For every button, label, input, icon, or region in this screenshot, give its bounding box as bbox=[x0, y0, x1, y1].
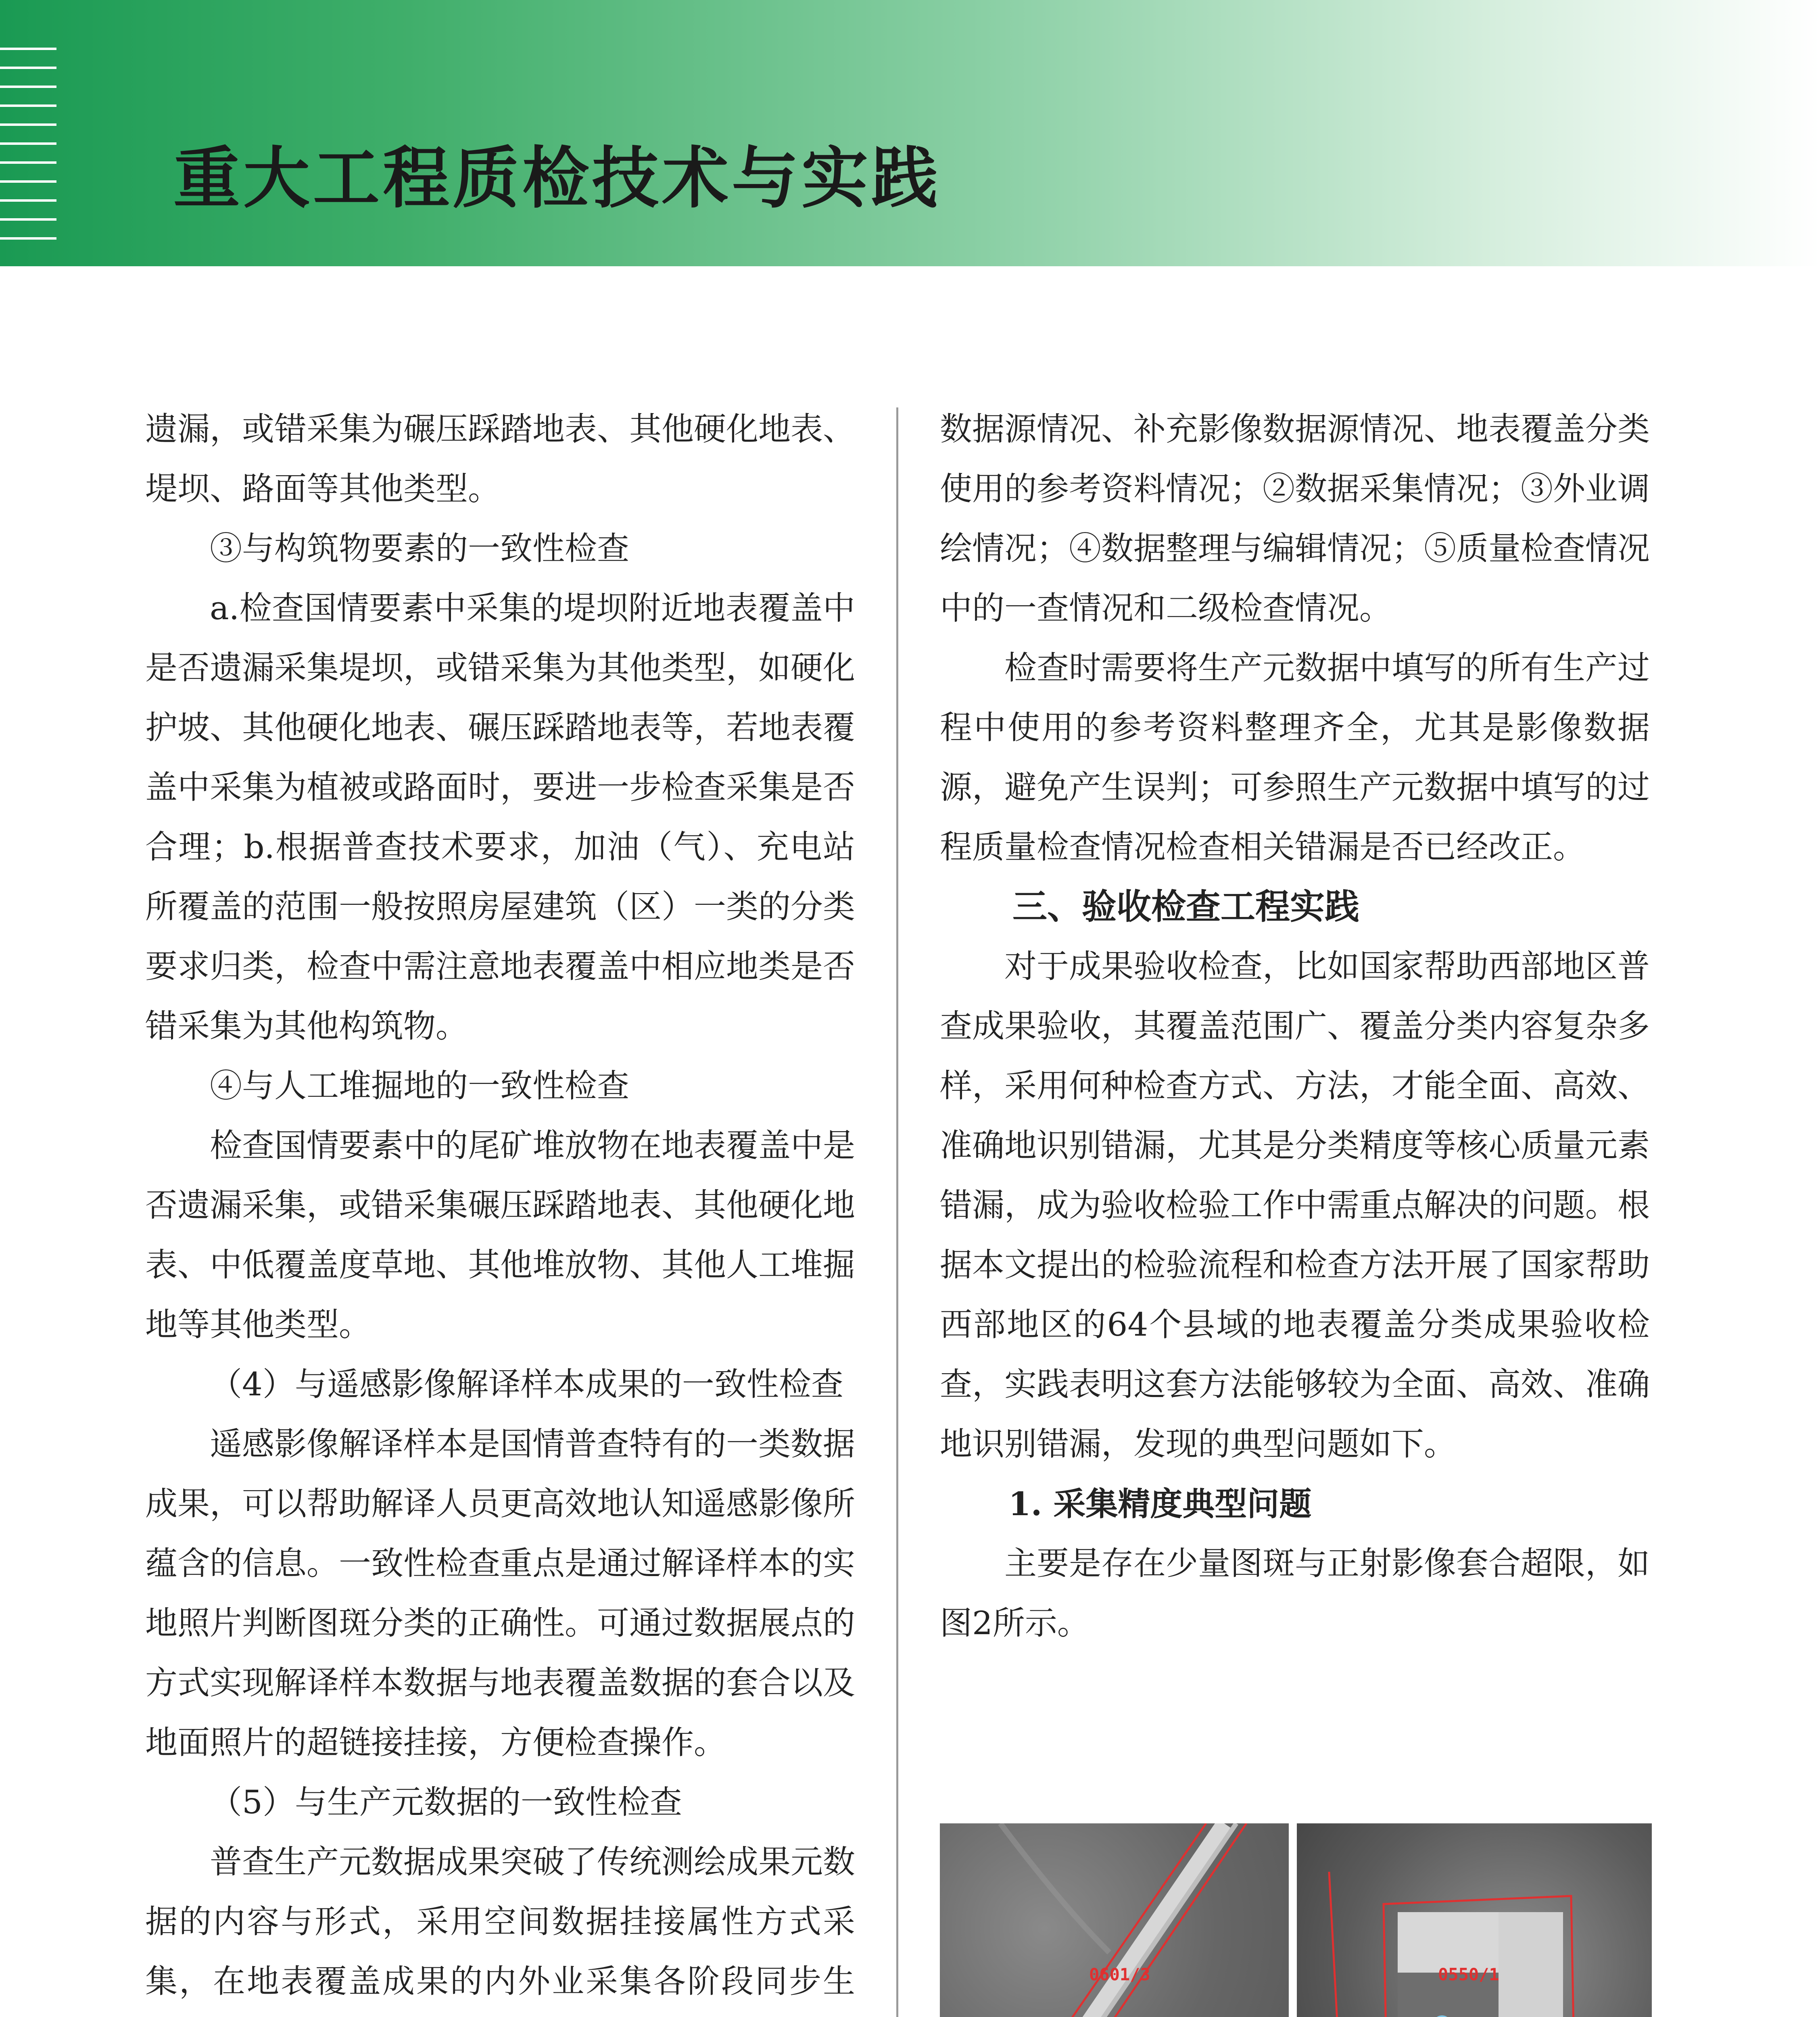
header-tick bbox=[0, 67, 56, 69]
left-column bbox=[145, 399, 855, 2017]
paragraph: 数据源情况、补充影像数据源情况、地表覆盖分类使用的参考资料情况；②数据采集情况；③外业调绘情况；④数据整理与编辑情况；⑤质量检查情况中的一查情况和二级检查情况。 bbox=[940, 410, 1650, 627]
road-polygon-label: 0601/3 bbox=[1089, 1965, 1150, 1984]
column-divider bbox=[896, 407, 898, 2017]
paragraph: 遥感影像解译样本是国情普查特有的一类数据成果，可以帮助解译人员更高效地认知遥感影像所蕴含的信息。一致性检查重点是通过解译样本的实地照片判断图斑分类的正确性。可通过数据展点的方式实现解译样本数据与地表覆盖数据的套合以及地面照片的超链接挂接，方便检查操作。 bbox=[145, 1425, 855, 1761]
header-tick bbox=[0, 104, 56, 107]
header-tick bbox=[0, 86, 56, 88]
section-heading: 三、验收检查工程实践 bbox=[1012, 887, 1359, 927]
header-tick bbox=[0, 180, 56, 183]
right-column bbox=[940, 399, 1650, 1653]
paragraph: 遗漏，或错采集为碾压踩踏地表、其他硬化地表、堤坝、路面等其他类型。 bbox=[145, 410, 855, 507]
paragraph: 检查国情要素中的尾矿堆放物在地表覆盖中是否遗漏采集，或错采集碾压踩踏地表、其他硬化地表、中低覆盖度草地、其他堆放物、其他人工堆掘地等其他类型。 bbox=[145, 1127, 855, 1343]
paragraph: （5）与生产元数据的一致性检查 bbox=[210, 1783, 682, 1821]
page-title: 重大工程质检技术与实践 bbox=[173, 140, 941, 217]
paragraph: 主要是存在少量图斑与正射影像套合超限，如图2所示。 bbox=[940, 1545, 1650, 1642]
figure-panel-road bbox=[940, 1823, 1289, 2017]
header-tick bbox=[0, 142, 56, 145]
header-tick bbox=[0, 48, 56, 50]
road-image bbox=[940, 1823, 1289, 2017]
paragraph: 对于成果验收检查，比如国家帮助西部地区普查成果验收，其覆盖范围广、覆盖分类内容复杂多样，采用何种检查方式、方法，才能全面、高效、准确地识别错漏，尤其是分类精度等核心质量元素错漏，成为验收检验工作中需重点解决的问题。根据本文提出的检验流程和检查方法开展了国家帮助西部地区的64个县域的地表覆盖分类成果验收检查，实践表明这套方法能够较为全面、高效、准确地识别错漏，发现的典型问题如下。 bbox=[940, 948, 1650, 1463]
header-tick bbox=[0, 123, 56, 126]
house-polygon-label: 0550/1 bbox=[1438, 1965, 1499, 1984]
header-band bbox=[0, 0, 1820, 266]
paragraph: ④与人工堆掘地的一致性检查 bbox=[210, 1067, 629, 1105]
figure-panel-house bbox=[1297, 1823, 1652, 2017]
subsection-heading: 1. 采集精度典型问题 bbox=[1008, 1485, 1312, 1523]
paragraph: a.检查国情要素中采集的堤坝附近地表覆盖中是否遗漏采集堤坝，或错采集为其他类型，如硬化护坡、其他硬化地表、碾压踩踏地表等，若地表覆盖中采集为植被或路面时，要进一步检查采集是否合理；b.根据普查技术要求，加油（气）、充电站所覆盖的范围一般按照房屋建筑（区）一类的分类要求归类，检查中需注意地表覆盖中相应地类是否错采集为其他构筑物。 bbox=[145, 589, 855, 1045]
header-tick bbox=[0, 218, 56, 221]
house-image bbox=[1297, 1823, 1652, 2017]
header-tick bbox=[0, 199, 56, 202]
paragraph: 普查生产元数据成果突破了传统测绘成果元数据的内容与形式，采用空间数据挂接属性方式采集，在地表覆盖成果的内外业采集各阶段同步生 bbox=[145, 1843, 855, 2000]
paragraph: （4）与遥感影像解译样本成果的一致性检查 bbox=[210, 1366, 843, 1403]
header-tick bbox=[0, 161, 56, 164]
paragraph: ③与构筑物要素的一致性检查 bbox=[210, 530, 629, 567]
header-tick bbox=[0, 237, 56, 240]
paragraph: 检查时需要将生产元数据中填写的所有生产过程中使用的参考资料整理齐全，尤其是影像数据源，避免产生误判；可参照生产元数据中填写的过程质量检查情况检查相关错漏是否已经改正。 bbox=[940, 649, 1650, 866]
